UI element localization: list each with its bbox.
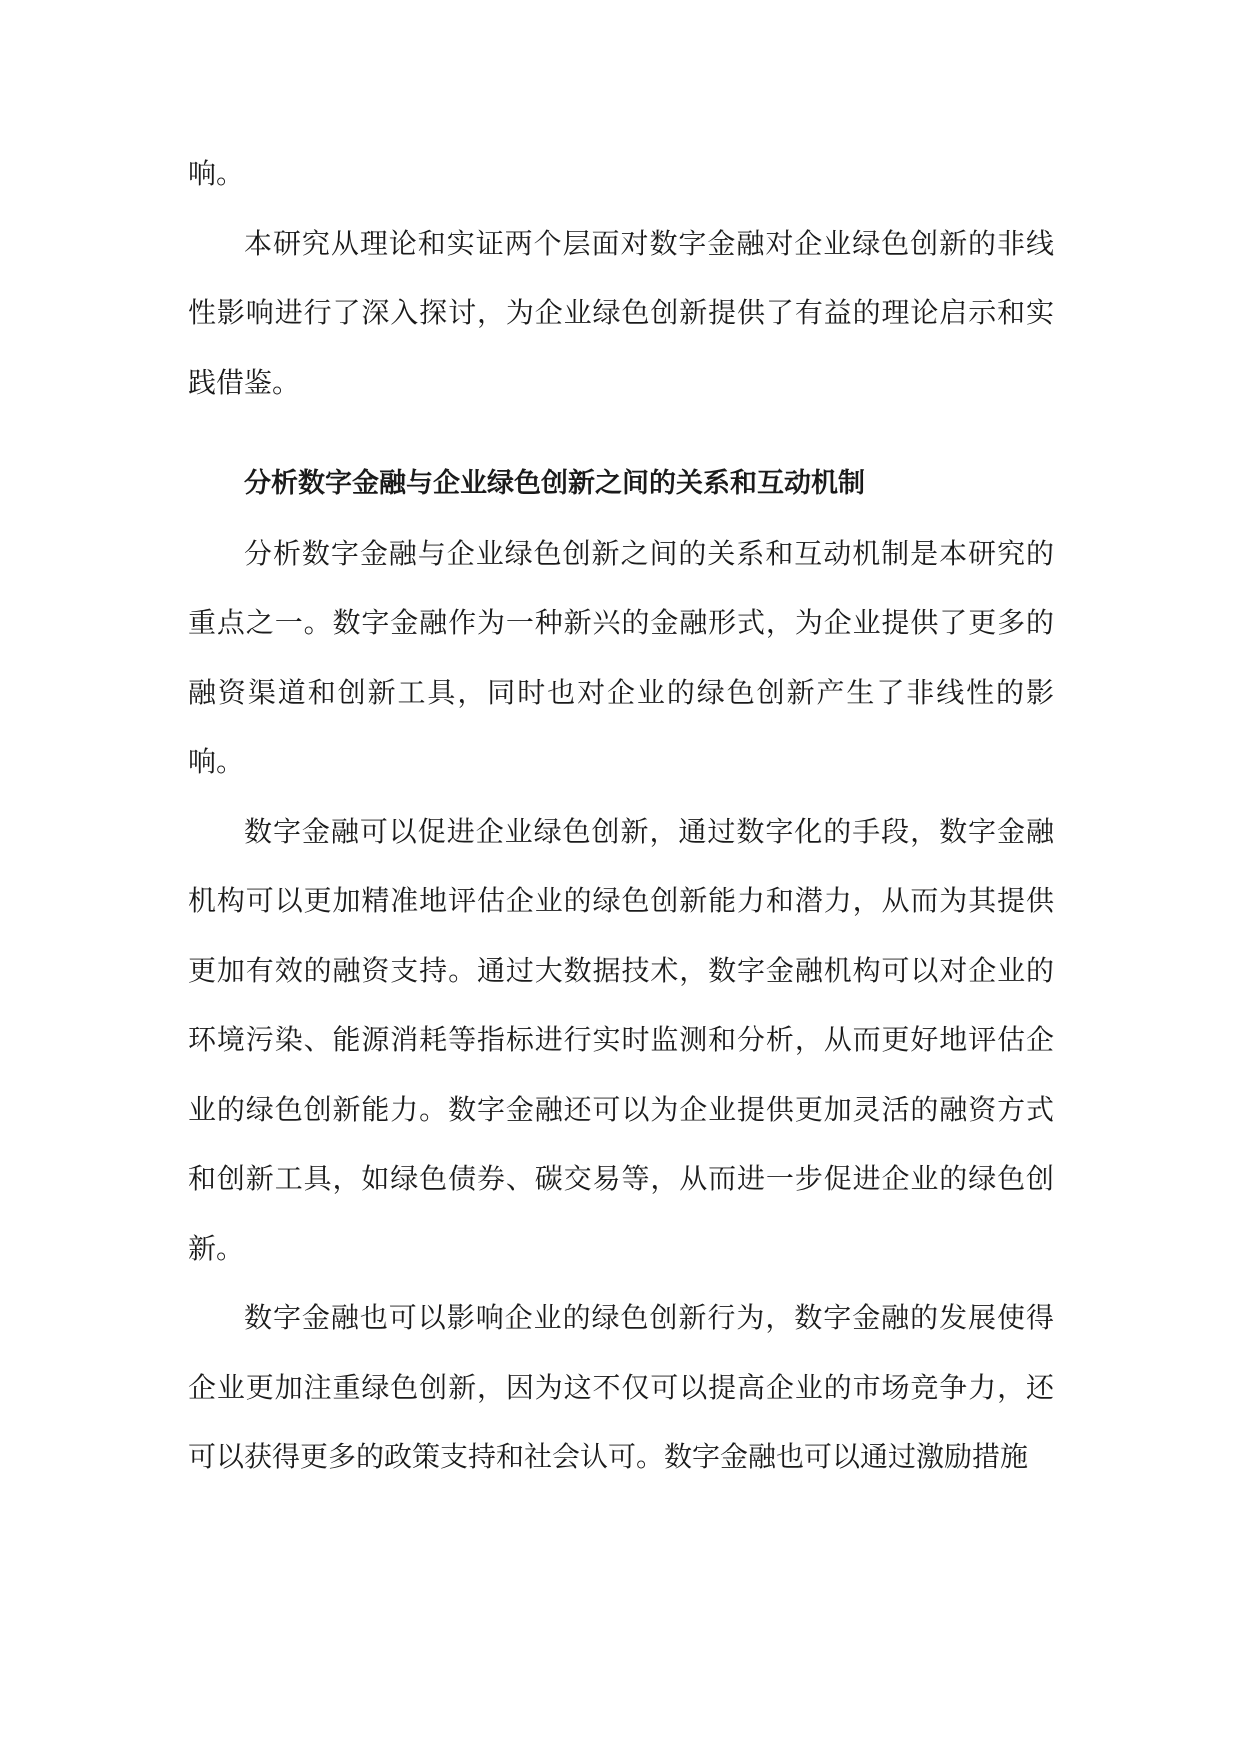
- section-spacer: [188, 417, 1054, 449]
- paragraph-continuation: 响。: [188, 157, 245, 190]
- paragraph-relationship-mechanism: 分析数字金融与企业绿色创新之间的关系和互动机制是本研究的重点之一。数字金融作为一种新兴的金融形式，为企业提供了更多的融资渠道和创新工具，同时也对企业的绿色创新产生了非线性的影响。: [188, 536, 1054, 778]
- section-heading: 分析数字金融与企业绿色创新之间的关系和互动机制: [244, 468, 865, 499]
- document-body: [188, 139, 1054, 1492]
- paragraph-promote-innovation: 数字金融可以促进企业绿色创新，通过数字化的手段，数字金融机构可以更加精准地评估企业的绿色创新能力和潜力，从而为其提供更加有效的融资支持。通过大数据技术，数字金融机构可以对企业的环境污染、能源消耗等指标进行实时监测和分析，从而更好地评估企业的绿色创新能力。数字金融还可以为企业提供更加灵活的融资方式和创新工具，如绿色债券、碳交易等，从而进一步促进企业的绿色创新。: [188, 814, 1054, 1265]
- paragraph-innovation-behavior: 数字金融也可以影响企业的绿色创新行为，数字金融的发展使得企业更加注重绿色创新，因为这不仅可以提高企业的市场竞争力，还可以获得更多的政策支持和社会认可。数字金融也可以通过激励措施: [188, 1301, 1054, 1473]
- paragraph-research-summary: 本研究从理论和实证两个层面对数字金融对企业绿色创新的非线性影响进行了深入探讨，为企业绿色创新提供了有益的理论启示和实践借鉴。: [188, 226, 1054, 399]
